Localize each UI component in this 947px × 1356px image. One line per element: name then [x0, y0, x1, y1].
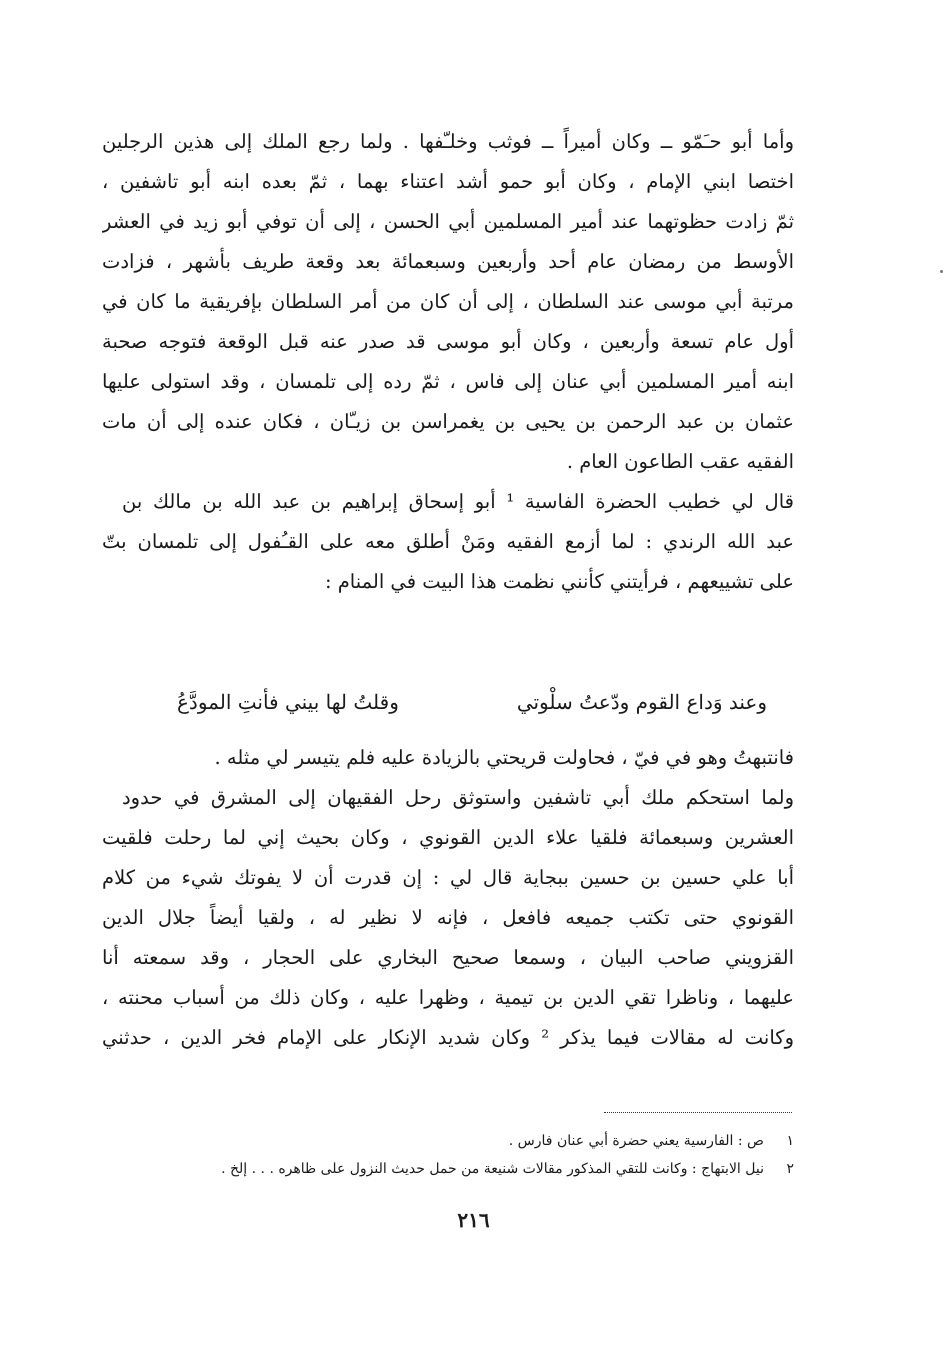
text-line: مرتبة أبي موسى عند السلطان ، إلى أن كان من أمر السلطان بإفريقية ما كان في	[102, 290, 794, 313]
footnote-number: ١	[786, 1133, 794, 1149]
footnote-2	[104, 1154, 794, 1184]
text-line: العشرين وسبعمائة فلقيا علاء الدين القونوي ، وكان بحيث إني لما رحلت فلقيت	[102, 826, 794, 849]
text-line: الفقيه عقب الطاعون العام .	[566, 450, 794, 473]
text-line: القزويني صاحب البيان ، وسمعا صحيح البخاري على الحجار ، وقد سمعته أنا	[102, 946, 794, 969]
text-line: وأما أبو حـَمّو ــ وكان أميراً ــ فوثب وخلـّفها . ولما رجع الملك إلى هذين الرجلين	[102, 130, 794, 153]
footnote-1	[104, 1126, 794, 1156]
text-line: وكانت له مقالات فيما يذكر ² وكان شديد الإنكار على الإمام فخر الدين ، حدثني	[102, 1026, 794, 1049]
page-number: ٢١٦	[457, 1208, 490, 1232]
footnote-separator	[604, 1112, 792, 1113]
text-line: عبد الله الرندي : لما أزمع الفقيه ومَنْ أطلق معه على القـُفول إلى تلمسان بتّ	[102, 530, 794, 553]
poetry-verse	[177, 680, 767, 724]
text-line: قال لي خطيب الحضرة الفاسية ¹ أبو إسحاق إبراهيم بن عبد الله بن مالك بن	[122, 490, 794, 513]
verse-second-hemistich: وقلتُ لها بيني فأنتِ المودَّعُ	[177, 690, 399, 714]
text-line: ابنه أمير المسلمين أبي عنان إلى فاس ، ثمّ رده إلى تلمسان ، وقد استولى عليها	[102, 370, 794, 393]
verse-first-hemistich: وعند وَداع القوم ودّعتُ سلْوتي	[516, 690, 767, 714]
text-line: أبا علي حسين بن حسين ببجاية قال لي : إن قدرت أن لا يفوتك شيء من كلام	[102, 866, 794, 889]
text-line: عثمان بن عبد الرحمن بن يحيى بن يغمراسن بن زيـّان ، فكان عنده إلى أن مات	[102, 410, 794, 433]
text-line: اختصا ابني الإمام ، وكان أبو حمو أشد اعتناء بهما ، ثمّ بعده ابنه أبو تاشفين ،	[102, 170, 794, 193]
footnote-text: نيل الابتهاج : وكانت للتقي المذكور مقالات شنيعة من حمل حديث النزول على ظاهره . . . إلخ .	[221, 1161, 764, 1177]
text-line: على تشييعهم ، فرأيتني كأنني نظمت هذا البيت في المنام :	[324, 570, 794, 593]
footnote-text: ص : الفارسية يعني حضرة أبي عنان فارس .	[508, 1133, 764, 1149]
footnote-number: ٢	[786, 1161, 794, 1177]
text-line: عليهما ، وناظرا تقي الدين بن تيمية ، وظهرا عليه ، وكان ذلك من أسباب محنته ،	[102, 986, 794, 1009]
text-line: أول عام تسعة وأربعين ، وكان أبو موسى قد صدر عنه قبل الوقعة فتوجه صحبة	[102, 330, 794, 353]
text-line: القونوي حتى تكتب جميعه فافعل ، فإنه لا نظير له ، ولقيا أيضاً جلال الدين	[102, 906, 794, 929]
text-line: فانتبهتُ وهو في فيّ ، فحاولت قريحتي بالزيادة عليه فلم يتيسر لي مثله .	[214, 746, 794, 769]
text-line: ثمّ زادت حظوتهما عند أمير المسلمين أبي الحسن ، إلى أن توفي أبو زيد في العشر	[102, 210, 794, 233]
margin-mark	[940, 270, 943, 273]
text-line: ولما استحكم ملك أبي تاشفين واستوثق رحل الفقيهان إلى المشرق في حدود	[122, 786, 794, 809]
text-line: الأوسط من رمضان عام أحد وأربعين وسبعمائة بعد وقعة طريف بأشهر ، فزادت	[102, 250, 794, 273]
